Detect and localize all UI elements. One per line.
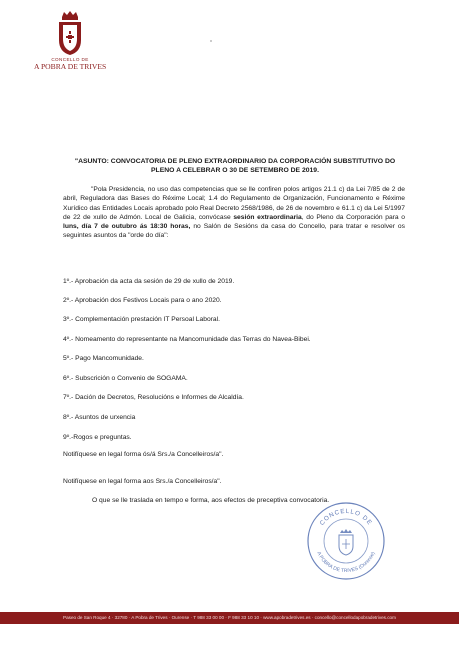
- agenda-item-3: 3º.- Complementación prestación IT Persoal Laboral.: [63, 316, 220, 323]
- stamp-top-text: CONCELLO DE: [318, 507, 374, 527]
- svg-text:CONCELLO DE: [319, 508, 374, 527]
- footer-bar: Paseo de San Roque 4 · 32780 · A Pobra de Trives · Ourense · T 988 33 00 00 · F 988 33 10 10 · www.apobradetrives.es · concello@concellodapobradetrives.com: [0, 612, 459, 624]
- council-logo: [34, 10, 107, 86]
- logo-council-name: A POBRA DE TRIVES: [34, 62, 107, 71]
- agenda-item-1: 1º.- Aprobación da acta da sesión de 29 de xullo de 2019.: [63, 278, 235, 285]
- scan-speck: [210, 40, 212, 42]
- intro-bold-date: luns, día 7 de outubro ás 18:30 horas,: [63, 223, 191, 231]
- closing-line: O que se lle traslada en tempo e forma, aos efectos de preceptiva convocatoria.: [92, 497, 330, 504]
- intro-paragraph: [63, 185, 405, 241]
- agenda-item-6: 6º.- Subscrición o Convenio de SOGAMA.: [63, 375, 188, 382]
- agenda-item-7: 7º.- Dación de Decretos, Resolucións e Informes de Alcaldía.: [63, 394, 244, 401]
- intro-text-3: no Salón de Sesións da casa do Concello, para tratar e resolver os seguintes asuntos da "orde do día":: [63, 223, 405, 240]
- agenda-item-5: 5º.- Pago Mancomunidade.: [63, 355, 144, 362]
- agenda-item-2: 2º.- Aprobación dos Festivos Locais para o ano 2020.: [63, 297, 222, 304]
- agenda-item-9: 9º.-Rogos e preguntas.: [63, 434, 132, 441]
- intro-bold-session: sesión extraordinaria: [233, 213, 302, 221]
- logo-small-text: CONCELLO DE: [51, 57, 89, 62]
- coat-of-arms-icon: [56, 10, 84, 56]
- agenda-item-8: 8º.- Asuntos de urxencia: [63, 414, 136, 421]
- document-title: "ASUNTO: CONVOCATORIA DE PLENO EXTRAORDINARIO DA CORPORACIÓN SUBSTITUTIVO DO PLENO A CELEBRAR O 30 DE SETEMBRO DE 2019.: [74, 158, 396, 175]
- intro-text-1: "Pola Presidencia, no uso das competencias que se lle confiren polos artigos 21.1 c) da Lei 7/85 de 2 de abril, Reguladora das Bases do Réxime Local; 1.4 do Regulamento de Organización, Funcionamento e Réxime Xurídico das Entidades Locais aprobado polo Real Decreto 2568/1986, de 26 de novembro e 61.1 c) da Lei 5/1997 de 22 de xullo de Admón. Local de Galicia, convócase: [63, 186, 405, 221]
- official-seal-stamp: [305, 500, 387, 582]
- notification-line-2: Notifíquese en legal forma aos Srs./a Concelleiros/a".: [63, 478, 222, 485]
- stamp-bottom-text: A POBRA DE TRIVES (Ourense): [315, 550, 377, 575]
- agenda-item-4: 4º.- Nomeamento do representante na Mancomunidade das Terras do Navea-Bibei.: [63, 336, 311, 343]
- svg-text:A POBRA DE TRIVES (Ourense): [315, 551, 376, 574]
- intro-text-2: , do Pleno da Corporación para o: [301, 213, 405, 221]
- notification-line-1: Notifíquese en legal forma ós/á Srs./a Concelleiros/a".: [63, 451, 224, 458]
